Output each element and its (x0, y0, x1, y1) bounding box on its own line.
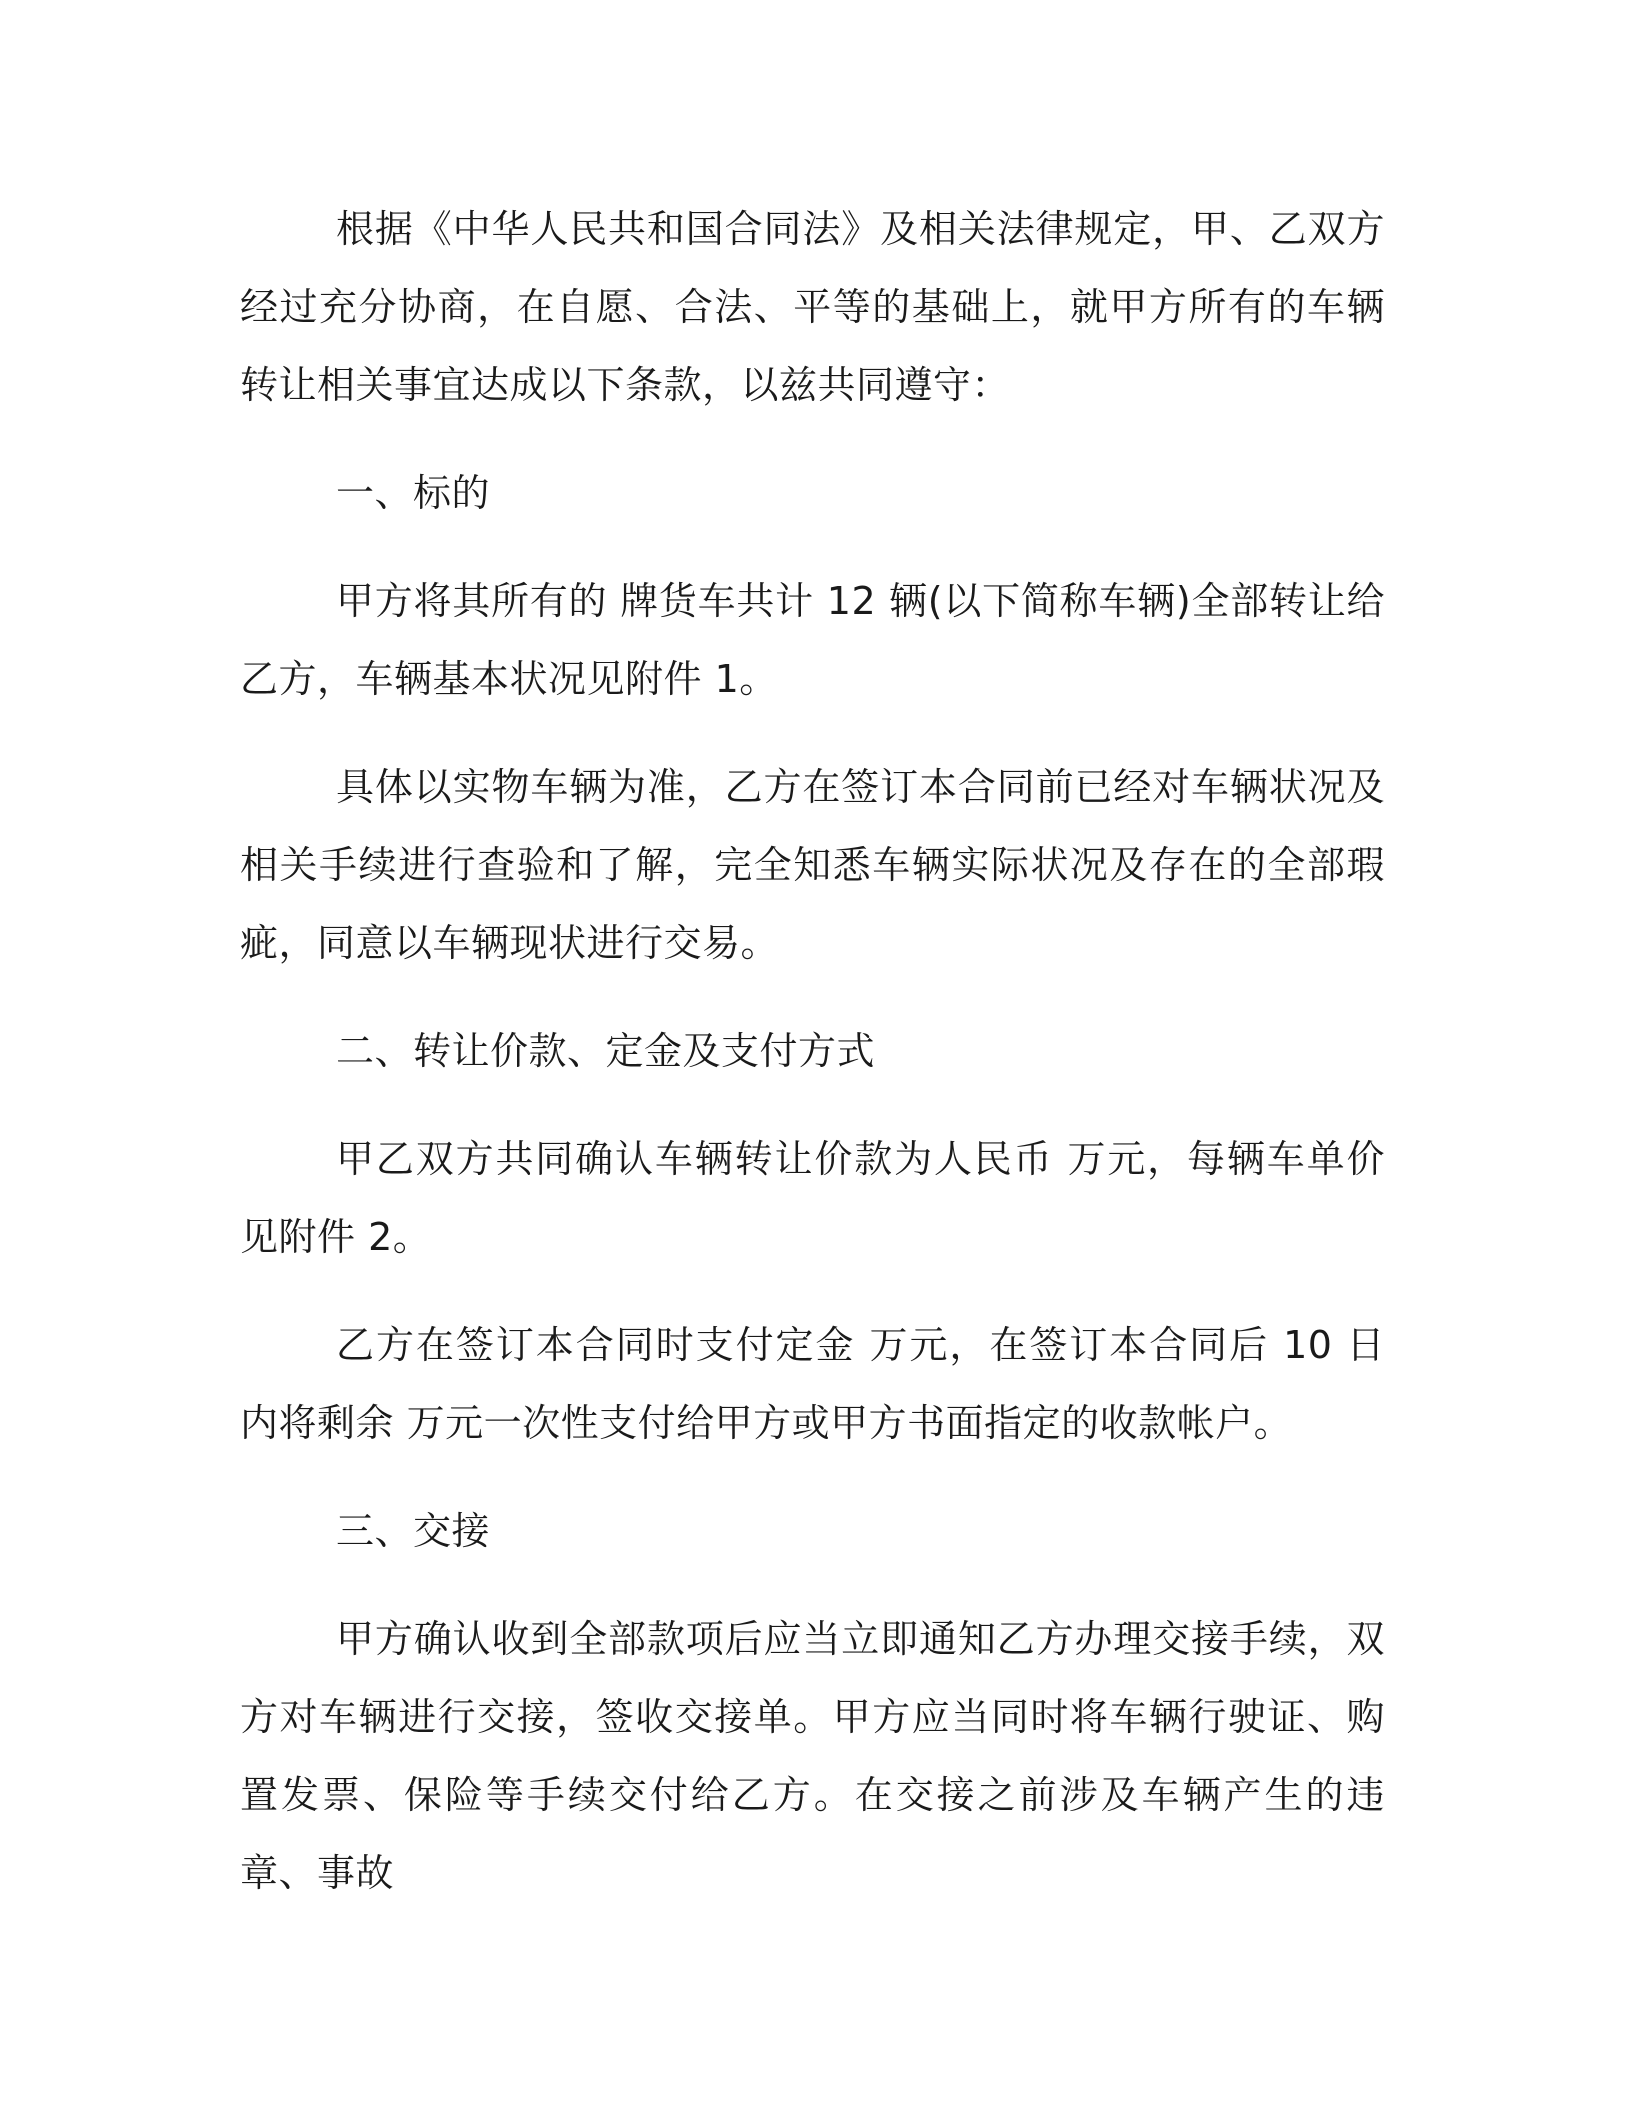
section-heading-price: 二、转让价款、定金及支付方式 (336, 1029, 876, 1073)
section-heading-subject: 一、标的 (336, 471, 491, 515)
section-heading-handover: 三、交接 (336, 1509, 491, 1553)
deposit-paragraph: 乙方在签订本合同时支付定金 万元，在签订本合同后 10 日内将剩余 万元一次性支付给甲方或甲方书面指定的收款帐户。 (240, 1323, 1385, 1445)
intro-paragraph: 根据《中华人民共和国合同法》及相关法律规定，甲、乙双方经过充分协商，在自愿、合法、平等的基础上，就甲方所有的车辆转让相关事宜达成以下条款，以兹共同遵守： (240, 207, 1385, 407)
subject-paragraph: 甲方将其所有的 牌货车共计 12 辆(以下简称车辆)全部转让给乙方，车辆基本状况见附件 1。 (240, 579, 1385, 701)
handover-paragraph: 甲方确认收到全部款项后应当立即通知乙方办理交接手续，双方对车辆进行交接，签收交接单。甲方应当同时将车辆行驶证、购置发票、保险等手续交付给乙方。在交接之前涉及车辆产生的违章、事故 (240, 1617, 1385, 1895)
price-paragraph: 甲乙双方共同确认车辆转让价款为人民币 万元，每辆车单价见附件 2。 (240, 1137, 1385, 1259)
document-body (240, 190, 1385, 1912)
vehicle-condition-paragraph: 具体以实物车辆为准，乙方在签订本合同前已经对车辆状况及相关手续进行查验和了解，完全知悉车辆实际状况及存在的全部瑕疵，同意以车辆现状进行交易。 (240, 765, 1385, 965)
